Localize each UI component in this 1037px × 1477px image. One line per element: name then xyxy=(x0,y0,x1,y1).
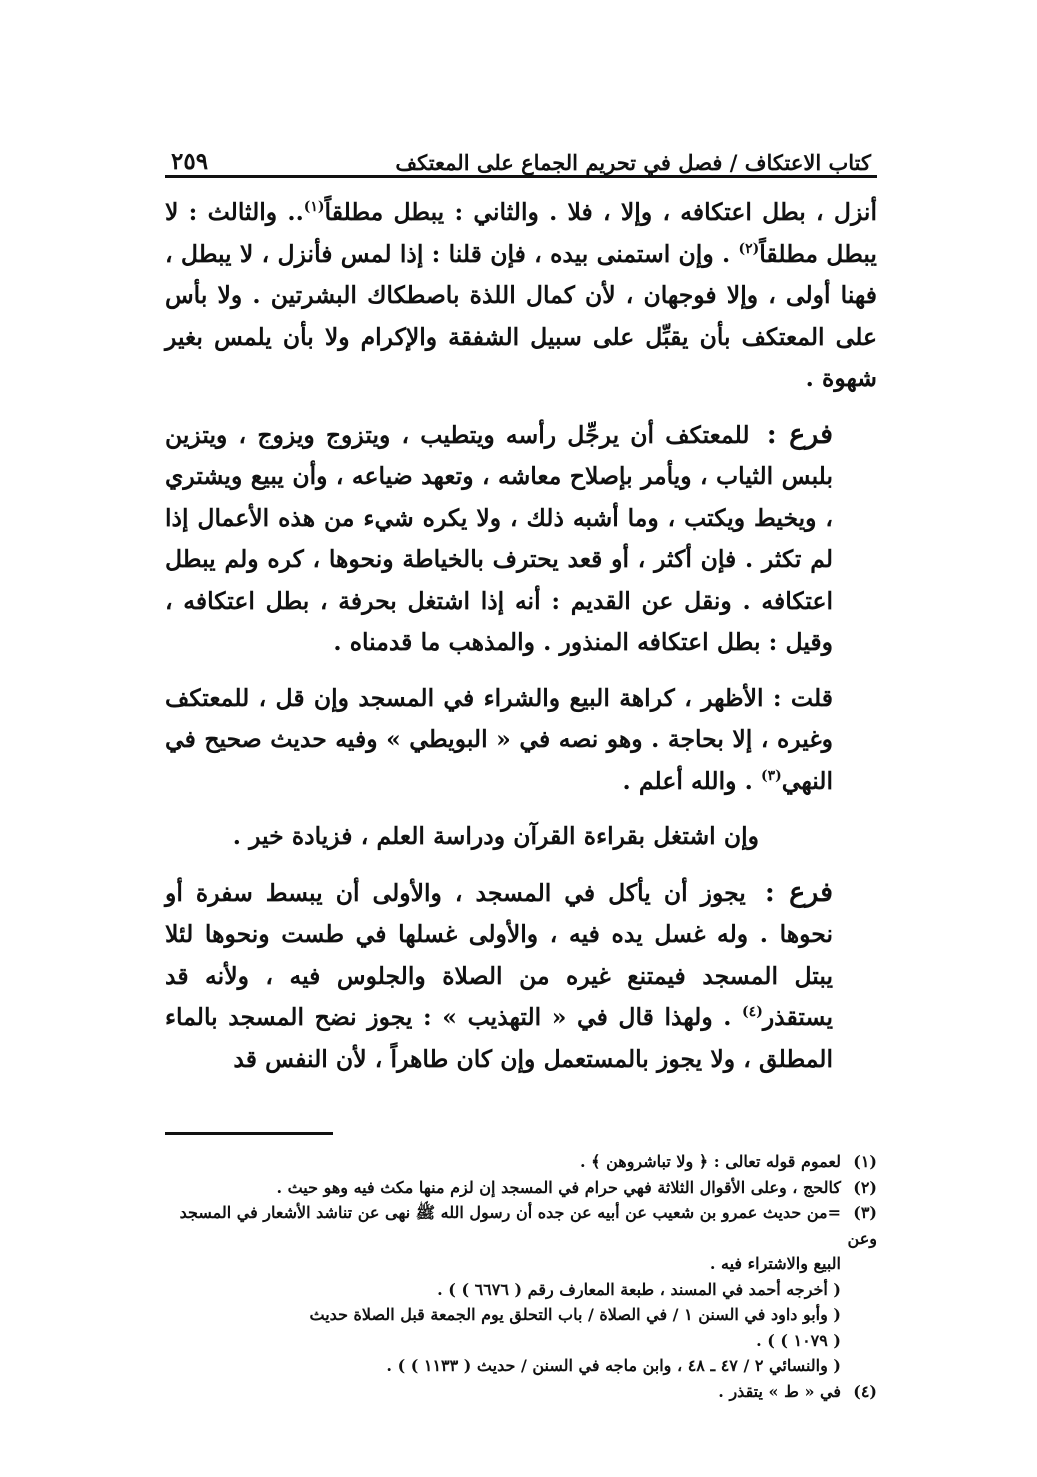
footnote-divider xyxy=(165,1132,333,1135)
running-header xyxy=(165,135,877,178)
paragraph-5-text-a: يجوز أن يأكل في المسجد ، والأولى أن يبسط سفرة أو نحوها . وله غسل يده فيه ، والأولى غسلها في طست ونحوها لئلا يبتل المسجد فيمتنع غيره من الصلاة والجلوس فيه ، ولأنه قد يستقذر xyxy=(165,878,833,1031)
page-number: ٢٥٩ xyxy=(171,148,209,175)
paragraph-5-lead: فرع : xyxy=(764,876,833,908)
paragraph-1 xyxy=(165,192,877,400)
footnotes xyxy=(165,1149,877,1404)
paragraph-3-text-b: . والله أعلم . xyxy=(622,766,762,795)
footnote-1-text: لعموم قوله تعالى : ﴿ ولا تباشروهن ﴾ . xyxy=(579,1152,841,1171)
footnote-3-number: (٣) xyxy=(853,1203,877,1222)
paragraph-3-text-a: قلت : الأظهر ، كراهة البيع والشراء في المسجد وإن قل ، للمعتكف وغيره ، إلا بحاجة . وهو نصه في « البويطي » وفيه حديث صحيح في النهي xyxy=(165,683,833,795)
footnote-4 xyxy=(165,1379,877,1405)
paragraph-4 xyxy=(165,816,877,858)
footnote-3-line-2: البيع والاشتراء فيه . xyxy=(709,1254,841,1273)
paragraph-5-text-b: . ولهذا قال في « التهذيب » : يجوز نضح المسجد بالماء المطلق ، ولا يجوز بالمستعمل وإن كان طاهراً ، لأن النفس قد xyxy=(165,1003,833,1073)
running-title: كتاب الاعتكاف / فصل في تحريم الجماع على المعتكف xyxy=(395,150,871,175)
paragraph-1-text-a: أنزل ، بطل اعتكافه ، وإلا ، فلا . والثاني : يبطل مطلقاً xyxy=(324,198,877,226)
paragraph-2-lead: فرع : xyxy=(766,418,834,450)
footnote-2-number: (٢) xyxy=(853,1177,877,1197)
footnote-3-line-6: ( والنسائي ٢ / ٤٧ ـ ٤٨ ، وابن ماجه في السنن / حديث ( ١١٣٣ ) ) . xyxy=(386,1356,841,1375)
paragraph-1-text-b: .. والثالث : لا يبطل مطلقاً xyxy=(165,198,877,268)
footnote-3-line-3: ( أخرجه أحمد في المسند ، طبعة المعارف رقم ( ٦٦٧٦ ) ) . xyxy=(437,1279,841,1299)
footnote-3-line-1: =من حديث عمرو بن شعيب عن أبيه عن جده أن رسول الله ﷺ نهى عن تناشد الأشعار في المسجد وعن xyxy=(179,1203,877,1248)
footnote-2 xyxy=(165,1175,877,1201)
body-text xyxy=(165,192,877,1080)
book-page xyxy=(165,135,877,1404)
paragraph-1-text-c: . وإن استمنى بيده ، فإن قلنا : إذا لمس فأنزل ، لا يبطل ، فهنا أولى ، وإلا فوجهان ، لأن كمال اللذة باصطكاك البشرتين . ولا بأس على المعتكف بأن يقبِّل على سبيل الشفقة والإكرام ولا بأن يلمس بغير شهوة . xyxy=(165,239,877,392)
footnote-3-line-4: ( وأبو داود في السنن ١ / في الصلاة / باب التحلق يوم الجمعة قبل الصلاة حديث xyxy=(309,1305,841,1324)
footnote-4-number: (٤) xyxy=(853,1381,877,1401)
paragraph-4-text: وإن اشتغل بقراءة القرآن ودراسة العلم ، فزيادة خير . xyxy=(232,822,759,850)
footnote-1 xyxy=(165,1149,877,1175)
footnote-1-number: (١) xyxy=(853,1152,877,1171)
footnote-ref-4: (٤) xyxy=(742,1004,763,1021)
footnote-ref-2: (٢) xyxy=(738,240,760,257)
footnote-2-text: كالحج ، وعلى الأقوال الثلاثة فهي حرام في المسجد إن لزم منها مكث فيه وهو حيث . xyxy=(276,1177,841,1197)
footnote-ref-3: (٣) xyxy=(761,767,782,784)
paragraph-2-text: للمعتكف أن يرجِّل رأسه ويتطيب ، ويتزوج ويزوج ، ويتزين بلبس الثياب ، ويأمر بإصلاح معاشه ، وتعهد ضياعه ، وأن يبيع ويشتري ، ويخيط ويكتب ، وما أشبه ذلك ، ولا يكره شيء من هذه الأعمال إذا لم تكثر . فإن أكثر ، أو قعد يحترف بالخياطة ونحوها ، كره ولم يبطل اعتكافه . ونقل عن القديم : أنه إذا اشتغل بحرفة ، بطل اعتكافه ، وقيل : بطل اعتكافه المنذور . والمذهب ما قدمناه . xyxy=(165,420,833,656)
paragraph-3 xyxy=(165,678,877,803)
footnote-3 xyxy=(165,1200,877,1251)
paragraph-2 xyxy=(165,414,877,664)
footnote-4-text: في « ط » يتقذر . xyxy=(718,1381,841,1401)
paragraph-5 xyxy=(165,872,877,1081)
footnote-3-line-5: ( ١٠٧٩ ) ) . xyxy=(756,1330,841,1350)
footnote-ref-1: (١) xyxy=(303,199,325,216)
